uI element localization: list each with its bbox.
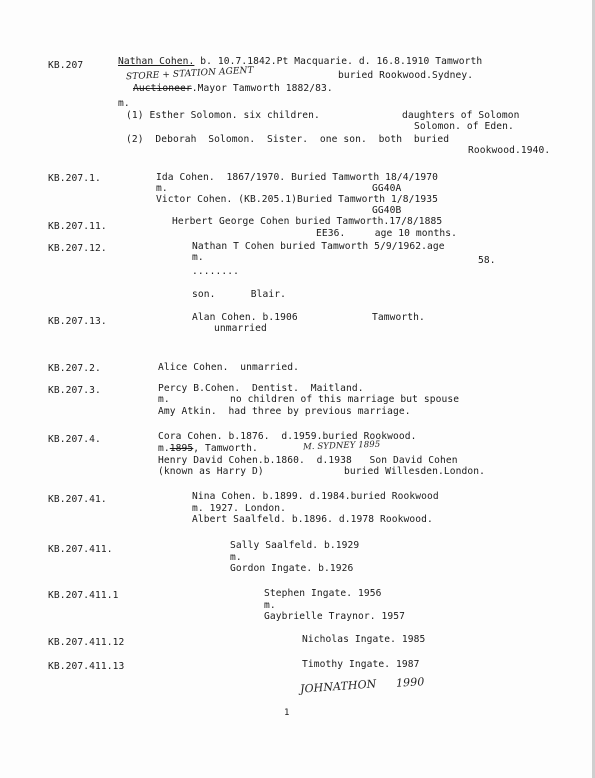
entry-line: m. 1927. London. xyxy=(192,503,287,514)
entry-text: b. 10.7.1842.Pt Macquarie. d. 16.8.1910 Tamworth xyxy=(194,56,483,67)
entry-line: unmarried xyxy=(214,323,267,334)
entry-line: Stephen Ingate. 1956 xyxy=(264,588,382,599)
entry-id: KB.207.2. xyxy=(48,363,101,374)
entry-line: (1) Esther Solomon. six children. xyxy=(126,110,320,121)
entry-line: Nina Cohen. b.1899. d.1984.buried Rookwood xyxy=(192,491,439,502)
entry-id: KB.207.411. xyxy=(48,544,113,555)
handwritten-insert: STORE + STATION AGENT xyxy=(125,65,254,83)
entry-id: KB.207 xyxy=(48,60,84,71)
entry-line: Percy B.Cohen. Dentist. Maitland. xyxy=(158,383,364,394)
entry-line: Henry David Cohen.b.1860. d.1938 Son David Cohen xyxy=(158,455,458,466)
entry-line: Alan Cohen. b.1906 xyxy=(192,312,298,323)
handwritten-year: 1990 xyxy=(395,675,425,690)
entry-id: KB.207.4. xyxy=(48,434,101,445)
entry-line: Nathan T Cohen buried Tamworth 5/9/1962.age xyxy=(192,241,445,252)
entry-line: m. xyxy=(264,600,276,611)
entry-line: m. xyxy=(192,252,204,263)
person-name: Nathan Cohen. xyxy=(118,56,195,67)
entry-line: ........ xyxy=(192,266,240,277)
entry-line: Tamworth. xyxy=(372,312,425,323)
struck-word: Auctioneer xyxy=(133,83,192,94)
entry-line: Sally Saalfeld. b.1929 xyxy=(230,540,360,551)
entry-line: Solomon. of Eden. xyxy=(414,121,514,132)
entry-line: buried Rookwood.Sydney. xyxy=(338,70,474,81)
entry-line: no children of this marriage but spouse xyxy=(230,394,460,405)
entry-line: Amy Atkin. had three by previous marriage. xyxy=(158,406,411,417)
entry-line: Gordon Ingate. b.1926 xyxy=(230,563,354,574)
entry-line xyxy=(118,56,482,67)
entry-text: m. xyxy=(158,443,170,454)
entry-id: KB.207.13. xyxy=(48,316,107,327)
entry-line: Cora Cohen. b.1876. d.1959.buried Rookwood. xyxy=(158,431,417,442)
entry-line xyxy=(133,83,333,94)
entry-line: m. xyxy=(230,552,242,563)
entry-id: KB.207.411.13 xyxy=(48,661,125,672)
entry-line: buried Willesden.London. xyxy=(344,466,486,477)
entry-line: GG40B xyxy=(372,205,402,216)
entry-line: m. xyxy=(158,394,170,405)
entry-id: KB.207.3. xyxy=(48,385,101,396)
entry-line: daughters of Solomon xyxy=(402,110,520,121)
entry-line: Alice Cohen. unmarried. xyxy=(158,362,300,373)
entry-id: KB.207.12. xyxy=(48,243,107,254)
entry-line: Victor Cohen. (KB.205.1)Buried Tamworth 1/8/1935 xyxy=(156,194,439,205)
page-number: 1 xyxy=(284,708,290,718)
entry-id: KB.207.411.1 xyxy=(48,590,119,601)
entry-line: GG40A xyxy=(372,183,402,194)
entry-id: KB.207.11. xyxy=(48,221,107,232)
entry-line: Albert Saalfeld. b.1896. d.1978 Rookwood. xyxy=(192,514,433,525)
entry-line: EE36. age 10 months. xyxy=(316,228,458,239)
entry-line: (2) Deborah Solomon. Sister. one son. both buried xyxy=(126,134,450,145)
entry-line: m. xyxy=(156,183,168,194)
handwritten-name: JOHNATHON xyxy=(299,677,377,696)
entry-line: Rookwood.1940. xyxy=(468,145,551,156)
entry-line: Timothy Ingate. 1987 xyxy=(302,659,420,670)
handwritten-note: M. SYDNEY 1895 xyxy=(302,439,381,453)
entry-text: , Tamworth. xyxy=(193,443,258,454)
entry-line: m. xyxy=(118,98,130,109)
entry-line: son. Blair. xyxy=(192,289,287,300)
entry-line: 58. xyxy=(478,255,496,266)
entry-line: Ida Cohen. 1867/1970. Buried Tamworth 18/4/1970 xyxy=(156,172,439,183)
entry-text: .Mayor Tamworth 1882/83. xyxy=(191,83,333,94)
entry-id: KB.207.41. xyxy=(48,494,107,505)
entry-line xyxy=(158,443,258,454)
entry-line: Gaybrielle Traynor. 1957 xyxy=(264,611,406,622)
struck-word: 1895 xyxy=(169,443,194,454)
entry-line: Herbert George Cohen buried Tamworth.17/8/1885 xyxy=(172,216,443,227)
entry-id: KB.207.1. xyxy=(48,173,101,184)
entry-line: Nicholas Ingate. 1985 xyxy=(302,634,426,645)
entry-line: (known as Harry D) xyxy=(158,466,264,477)
entry-id: KB.207.411.12 xyxy=(48,637,125,648)
